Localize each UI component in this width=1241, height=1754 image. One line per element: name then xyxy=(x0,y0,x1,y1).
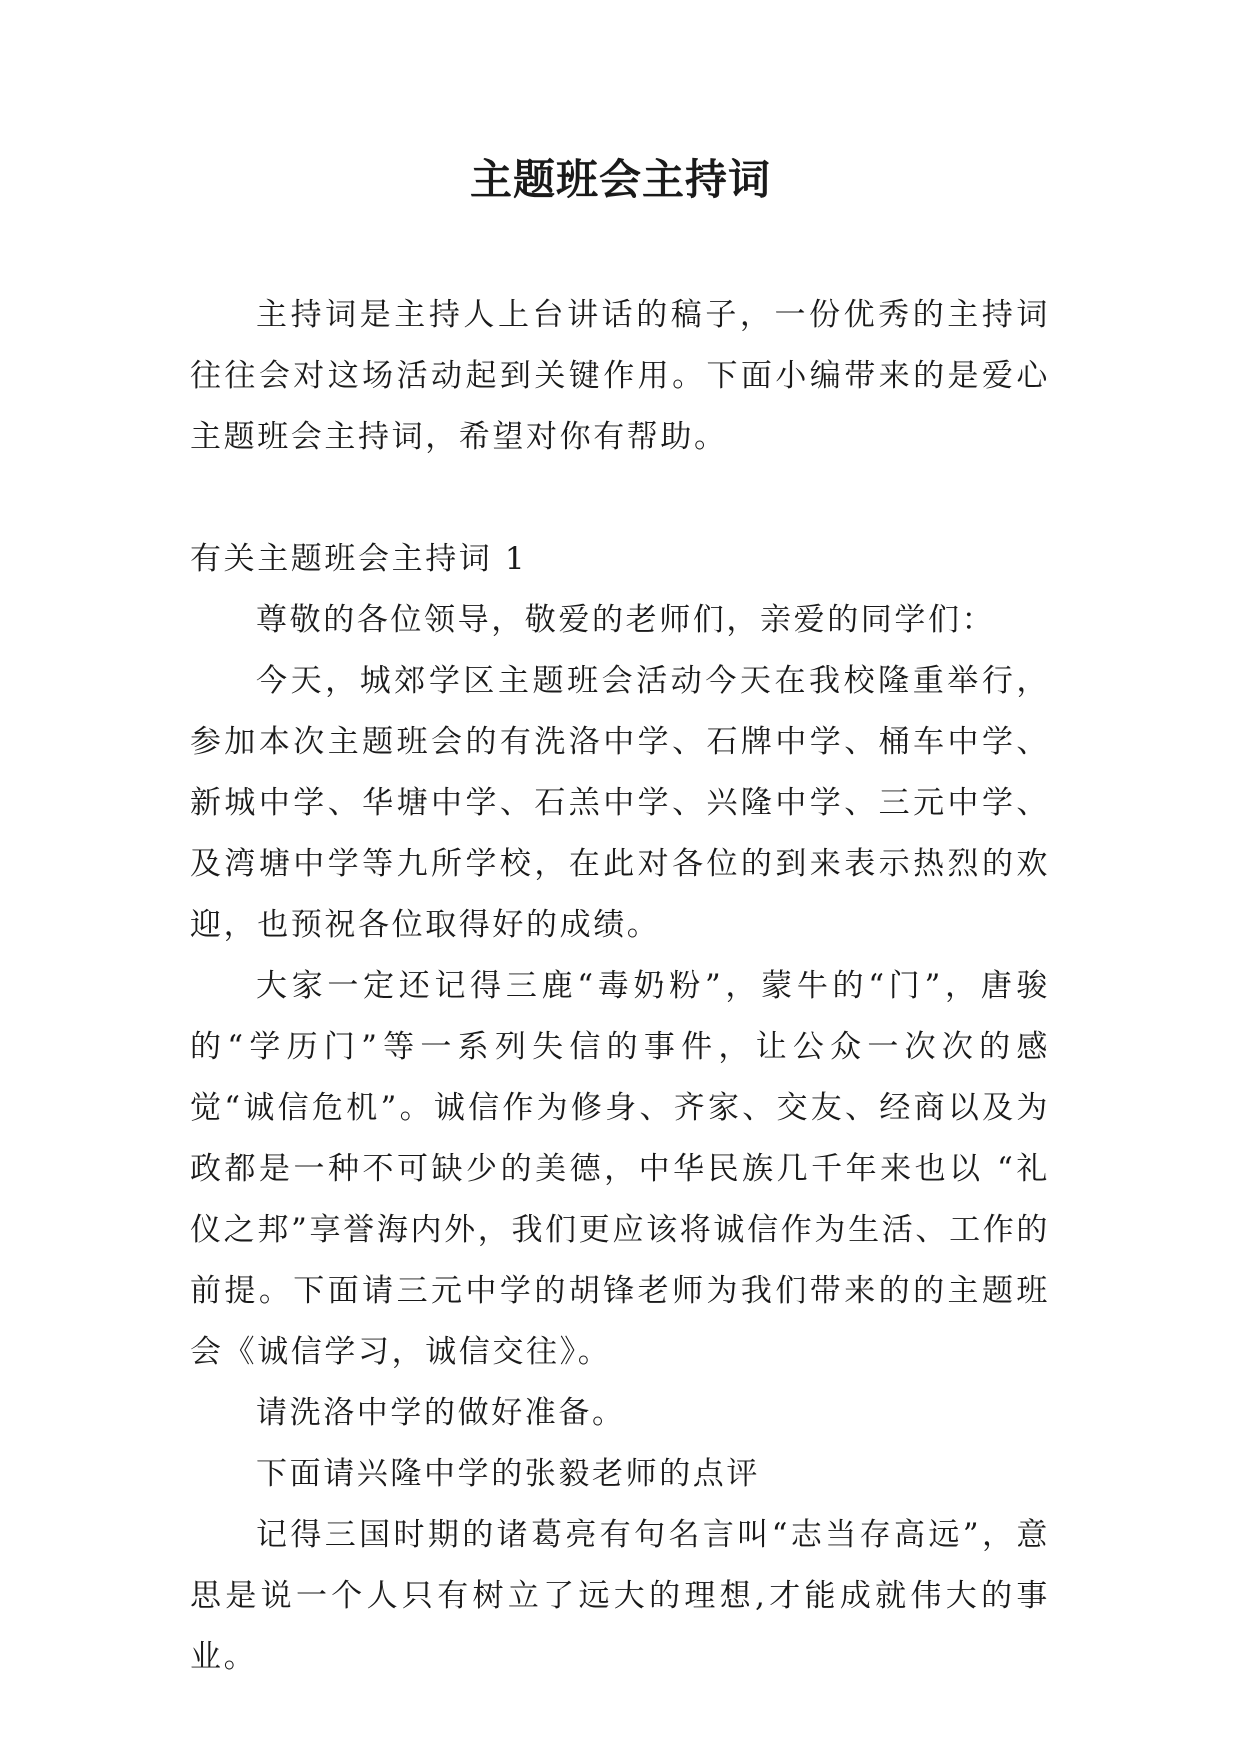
section-heading: 有关主题班会主持词 1 xyxy=(190,541,528,577)
intro-paragraph: 主持词是主持人上台讲话的稿子，一份优秀的主持词往往会对这场活动起到关键作用。下面小编带来的是爱心主题班会主持词，希望对你有帮助。 xyxy=(190,297,1050,455)
paragraph-prepare: 请洗洛中学的做好准备。 xyxy=(256,1395,626,1431)
paragraph-integrity: 大家一定还记得三鹿“毒奶粉”，蒙牛的“门”，唐骏的“学历门”等一系列失信的事件，让公众一次次的感觉“诚信危机”。诚信作为修身、齐家、交友、经商以及为政都是一种不可缺少的美德，中华民族几千年来也以 “礼仪之邦”享誉海内外，我们更应该将诚信作为生活、工作的前提。下面请三元中学的胡锋老师为我们带来的的主题班会《诚信学习，诚信交往》。 xyxy=(190,968,1050,1370)
document-body xyxy=(190,285,1050,1688)
paragraph-greeting: 尊敬的各位领导，敬爱的老师们，亲爱的同学们： xyxy=(256,602,996,638)
document-title: 主题班会主持词 xyxy=(469,155,771,204)
paragraph-welcome: 今天，城郊学区主题班会活动今天在我校隆重举行，参加本次主题班会的有洗洛中学、石牌中学、桶车中学、新城中学、华塘中学、石羔中学、兴隆中学、三元中学、及湾塘中学等九所学校，在此对各位的到来表示热烈的欢迎，也预祝各位取得好的成绩。 xyxy=(190,663,1050,943)
paragraph-ambition: 记得三国时期的诸葛亮有句名言叫“志当存高远”，意思是说一个人只有树立了远大的理想,才能成就伟大的事业。 xyxy=(190,1517,1050,1675)
paragraph-spacer xyxy=(190,468,1050,529)
paragraph-review: 下面请兴隆中学的张毅老师的点评 xyxy=(256,1456,760,1492)
